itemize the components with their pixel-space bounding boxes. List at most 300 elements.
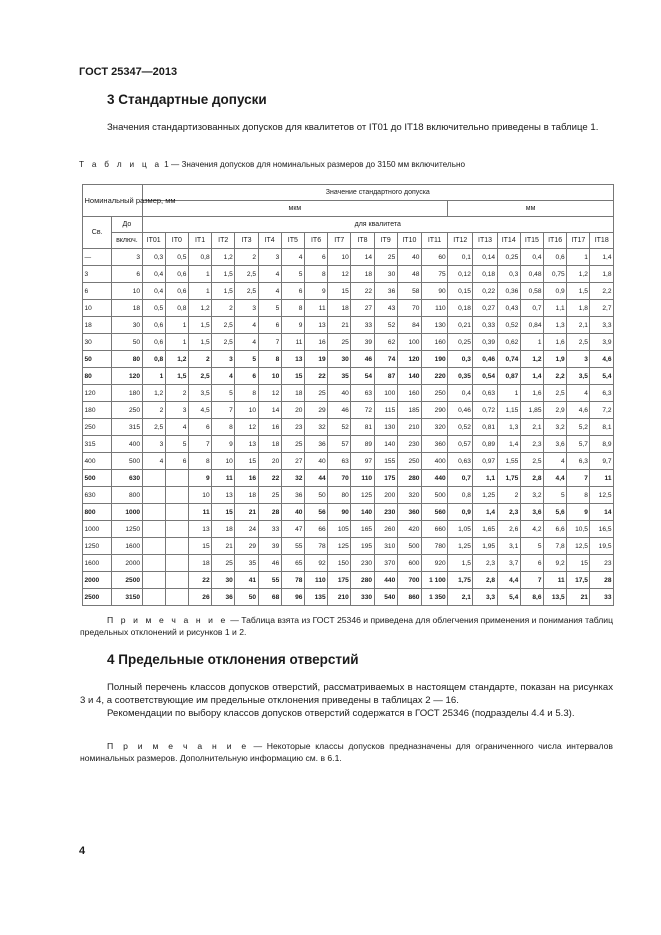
tolerance-cell: 1,4: [520, 368, 543, 385]
tolerance-cell: 0,6: [544, 249, 567, 266]
tolerance-cell: 36: [304, 436, 327, 453]
table-row: [83, 504, 614, 521]
tolerance-cell: 2,3: [473, 555, 497, 572]
tolerance-cell: 3: [258, 249, 281, 266]
tolerance-cell: 9: [188, 470, 211, 487]
tolerance-cell: 11: [212, 470, 235, 487]
size-to-cell: 1000: [112, 504, 142, 521]
tolerance-cell: 7,2: [590, 402, 614, 419]
size-to-cell: 120: [112, 368, 142, 385]
tolerance-cell: [165, 589, 188, 606]
tolerance-cell: 0,46: [473, 351, 497, 368]
tolerance-cell: 7: [212, 402, 235, 419]
tolerance-cell: 1,5: [188, 317, 211, 334]
size-over-cell: 1600: [83, 555, 112, 572]
grade-header-cell: IT8: [351, 233, 374, 249]
tolerance-cell: 6: [281, 283, 304, 300]
tolerance-cell: 89: [351, 436, 374, 453]
tolerance-cell: 0,18: [448, 300, 473, 317]
tolerance-cell: 5,6: [544, 504, 567, 521]
tolerance-cell: 0,72: [473, 402, 497, 419]
tolerance-cell: 8: [188, 453, 211, 470]
tolerance-cell: 28: [590, 572, 614, 589]
tolerance-cell: 54: [351, 368, 374, 385]
tolerance-cell: 25: [304, 385, 327, 402]
tolerance-cell: 4: [281, 249, 304, 266]
tolerance-cell: 135: [304, 589, 327, 606]
tolerance-cell: 78: [304, 538, 327, 555]
tolerance-cell: 195: [351, 538, 374, 555]
tolerance-cell: 18: [235, 487, 258, 504]
tolerance-cell: 0,35: [448, 368, 473, 385]
tolerance-cell: 15: [328, 283, 351, 300]
tolerance-cell: 48: [397, 266, 421, 283]
tolerance-cell: 3,6: [520, 504, 543, 521]
tolerance-cell: 92: [304, 555, 327, 572]
tolerance-cell: 36: [281, 487, 304, 504]
document-header: ГОСТ 25347—2013: [79, 66, 178, 78]
tolerance-cell: 4: [165, 419, 188, 436]
table-row: [83, 351, 614, 368]
tolerance-cell: 13,5: [544, 589, 567, 606]
tolerance-cell: 3,7: [497, 555, 520, 572]
tolerance-cell: 2: [497, 487, 520, 504]
tolerance-cell: 75: [421, 266, 447, 283]
tolerance-cell: 47: [281, 521, 304, 538]
tolerance-cell: 36: [212, 589, 235, 606]
tolerance-cell: 2,7: [590, 300, 614, 317]
tolerance-cell: 60: [421, 249, 447, 266]
note-1-text: — Таблица взята из ГОСТ 25346 и приведена для облегчения применения и понимания таблиц предельных отклонений и рисунков 1 и 2.: [80, 615, 613, 637]
tolerance-cell: 29: [304, 402, 327, 419]
tolerance-cell: 87: [374, 368, 397, 385]
tolerance-cell: [165, 572, 188, 589]
tolerance-cell: 24: [235, 521, 258, 538]
tolerance-cell: 140: [374, 436, 397, 453]
tolerance-cell: 190: [421, 351, 447, 368]
tolerance-cell: 660: [421, 521, 447, 538]
size-over-cell: 10: [83, 300, 112, 317]
tolerance-cell: 320: [421, 419, 447, 436]
paragraph-hole-tolerance-classes: Полный перечень классов допусков отверстий, рассматриваемых в настоящем стандарте, показан на рисунках 3 и 4, а соответствующие им предельные отклонения приведены в таблицах 2 — 16.: [80, 682, 613, 706]
tolerance-cell: 560: [421, 504, 447, 521]
tolerance-cell: 250: [397, 453, 421, 470]
tolerance-cell: 0,3: [448, 351, 473, 368]
tolerance-cell: 1,4: [497, 436, 520, 453]
tolerance-cell: 1,5: [188, 334, 211, 351]
tolerance-cell: 55: [258, 572, 281, 589]
tolerance-cell: 5: [212, 385, 235, 402]
tolerance-cell: 25: [374, 249, 397, 266]
tolerance-cell: 1: [520, 334, 543, 351]
size-over-cell: 2500: [83, 589, 112, 606]
tolerance-cell: 0,8: [165, 300, 188, 317]
tolerance-cell: [142, 538, 165, 555]
tolerance-cell: 1,2: [142, 385, 165, 402]
tolerance-cell: 3: [142, 436, 165, 453]
note-1: [80, 615, 613, 638]
tolerance-cell: 3: [212, 351, 235, 368]
grade-header-cell: IT1: [188, 233, 211, 249]
tolerance-cell: 2: [188, 351, 211, 368]
tolerance-cell: 39: [351, 334, 374, 351]
tolerance-cell: 50: [304, 487, 327, 504]
tolerance-cell: 40: [397, 249, 421, 266]
tolerance-cell: 500: [421, 487, 447, 504]
to-header: До: [112, 217, 142, 233]
tolerance-cell: 500: [397, 538, 421, 555]
table-caption-text: 1 — Значения допусков для номинальных размеров до 3150 мм включительно: [164, 160, 466, 169]
tolerance-cell: 30: [374, 266, 397, 283]
tolerance-cell: 0,6: [165, 266, 188, 283]
table-row: [83, 419, 614, 436]
tolerance-cell: 1,5: [212, 266, 235, 283]
size-over-cell: 400: [83, 453, 112, 470]
tolerance-cell: 40: [281, 504, 304, 521]
tolerance-cell: 1,3: [497, 419, 520, 436]
tolerance-cell: 18: [258, 436, 281, 453]
tolerance-cell: 33: [258, 521, 281, 538]
tolerance-cell: 0,48: [520, 266, 543, 283]
tolerance-cell: 10: [258, 368, 281, 385]
tolerance-cell: 0,62: [497, 334, 520, 351]
tolerance-cell: 1,5: [212, 283, 235, 300]
tolerance-cell: 105: [328, 521, 351, 538]
tolerance-cell: 1,6: [520, 385, 543, 402]
tolerance-cell: 3,1: [497, 538, 520, 555]
tolerance-cell: 400: [421, 453, 447, 470]
tolerance-cell: 84: [397, 317, 421, 334]
tolerance-cell: 125: [328, 538, 351, 555]
grade-header-cell: IT10: [397, 233, 421, 249]
size-over-cell: 120: [83, 385, 112, 402]
tolerance-cell: 5: [165, 436, 188, 453]
tolerance-cell: 0,39: [473, 334, 497, 351]
size-over-cell: 2000: [83, 572, 112, 589]
tolerance-cell: 2,2: [590, 283, 614, 300]
tolerance-cell: 5,2: [567, 419, 590, 436]
tolerance-cell: 440: [421, 470, 447, 487]
size-to-cell: 6: [112, 266, 142, 283]
table-row: [83, 521, 614, 538]
tolerance-cell: 12: [235, 419, 258, 436]
tolerance-cell: 5,4: [590, 368, 614, 385]
tolerance-cell: 290: [421, 402, 447, 419]
size-over-cell: 30: [83, 334, 112, 351]
tolerance-cell: 0,3: [142, 249, 165, 266]
tolerance-cell: [165, 538, 188, 555]
tolerance-cell: 6: [258, 317, 281, 334]
tolerance-cell: 2: [142, 402, 165, 419]
tolerance-cell: 2,2: [544, 368, 567, 385]
tolerance-cell: 5: [544, 487, 567, 504]
tolerance-cell: 0,36: [497, 283, 520, 300]
tolerance-cell: 2,5: [544, 385, 567, 402]
tolerance-cell: 1,6: [544, 334, 567, 351]
tolerance-cell: 130: [374, 419, 397, 436]
size-to-cell: 800: [112, 487, 142, 504]
tolerance-cell: 260: [374, 521, 397, 538]
tolerance-cell: 97: [351, 453, 374, 470]
tolerance-cell: 9,2: [544, 555, 567, 572]
table-row: [83, 266, 614, 283]
tolerance-cell: 2: [235, 249, 258, 266]
tolerance-cell: 8: [567, 487, 590, 504]
tolerance-cell: [165, 470, 188, 487]
tolerance-cell: 0,8: [448, 487, 473, 504]
paragraph-recommendations: Рекомендации по выбору классов допусков отверстий содержатся в ГОСТ 25346 (подразделы 4.4 и 5.3).: [107, 708, 575, 719]
tolerance-cell: 0,52: [448, 419, 473, 436]
tolerance-cell: 3,3: [473, 589, 497, 606]
tolerance-cell: 4,4: [544, 470, 567, 487]
tolerance-cell: 0,46: [448, 402, 473, 419]
tolerance-cell: 16: [304, 334, 327, 351]
grade-header-cell: IT01: [142, 233, 165, 249]
tolerance-cell: 0,5: [142, 300, 165, 317]
table-row: [83, 555, 614, 572]
tolerance-cell: 32: [304, 419, 327, 436]
tolerance-cell: 9: [281, 317, 304, 334]
tolerance-cell: 0,5: [165, 249, 188, 266]
tolerance-cell: 1,1: [544, 300, 567, 317]
tolerance-cell: 16,5: [590, 521, 614, 538]
tolerance-cell: 8,6: [520, 589, 543, 606]
table-row: [83, 453, 614, 470]
tolerance-cell: 125: [351, 487, 374, 504]
table-row: [83, 368, 614, 385]
tolerance-cell: 2,5: [567, 334, 590, 351]
size-to-cell: 630: [112, 470, 142, 487]
tolerance-cell: 0,18: [473, 266, 497, 283]
table-row: [83, 589, 614, 606]
tolerance-cell: 22: [188, 572, 211, 589]
tolerance-cell: 420: [397, 521, 421, 538]
tolerance-cell: 9: [567, 504, 590, 521]
tolerance-cell: 6: [235, 368, 258, 385]
tolerance-cell: 6: [520, 555, 543, 572]
unit-mm-header: мм: [448, 201, 614, 217]
tolerance-cell: 2,6: [497, 521, 520, 538]
tolerance-cell: 55: [281, 538, 304, 555]
tolerance-cell: 1: [497, 385, 520, 402]
size-to-cell: 250: [112, 402, 142, 419]
tolerance-cell: 1,1: [473, 470, 497, 487]
tolerance-cell: 3,2: [520, 487, 543, 504]
tolerance-cell: 6: [188, 419, 211, 436]
tolerance-cell: 4,6: [590, 351, 614, 368]
size-to-cell: 3: [112, 249, 142, 266]
tolerance-cell: 1,75: [497, 470, 520, 487]
size-over-cell: 250: [83, 419, 112, 436]
tolerance-cell: 15: [281, 368, 304, 385]
tolerance-cell: 10: [328, 249, 351, 266]
grade-header-cell: IT5: [281, 233, 304, 249]
tolerance-cell: 8: [235, 385, 258, 402]
tolerance-cell: 1,5: [448, 555, 473, 572]
tolerance-cell: 0,21: [448, 317, 473, 334]
tolerance-cell: 4: [544, 453, 567, 470]
tolerance-cell: 230: [397, 436, 421, 453]
tolerance-cell: 35: [328, 368, 351, 385]
tolerance-cell: 0,14: [473, 249, 497, 266]
tolerance-cell: 12: [258, 385, 281, 402]
grade-header-cell: IT6: [304, 233, 327, 249]
grade-header-cell: IT3: [235, 233, 258, 249]
tolerance-cell: 1,3: [544, 317, 567, 334]
tolerance-cell: 165: [351, 521, 374, 538]
grade-header-cell: IT4: [258, 233, 281, 249]
tolerance-cell: 12,5: [590, 487, 614, 504]
tolerance-cell: 22: [258, 470, 281, 487]
tolerance-cell: 360: [421, 436, 447, 453]
size-to-cell: 400: [112, 436, 142, 453]
tolerance-cell: 11: [590, 470, 614, 487]
size-over-cell: 6: [83, 283, 112, 300]
tolerance-cell: 2,5: [212, 334, 235, 351]
size-over-cell: 630: [83, 487, 112, 504]
tolerance-cell: 8: [304, 266, 327, 283]
tolerance-cell: 210: [397, 419, 421, 436]
tolerance-cell: 1,4: [473, 504, 497, 521]
tolerance-cell: 15: [567, 555, 590, 572]
tolerance-cell: 10,5: [567, 521, 590, 538]
tolerance-cell: 1: [165, 317, 188, 334]
size-over-cell: 18: [83, 317, 112, 334]
tolerance-cell: 540: [374, 589, 397, 606]
page-number: 4: [79, 845, 86, 857]
tolerance-cell: 78: [281, 572, 304, 589]
tolerance-cell: 30: [328, 351, 351, 368]
tolerance-cell: 1,5: [165, 368, 188, 385]
tolerance-cell: 3,9: [590, 334, 614, 351]
tolerance-cell: 1,2: [212, 249, 235, 266]
size-to-cell: 1250: [112, 521, 142, 538]
tolerance-cell: 25: [212, 555, 235, 572]
tolerance-cell: 66: [304, 521, 327, 538]
size-over-cell: 1000: [83, 521, 112, 538]
tolerance-cell: 26: [188, 589, 211, 606]
tolerance-cell: 63: [328, 453, 351, 470]
tolerance-value-header: Значение стандартного допуска: [142, 185, 613, 201]
tolerance-cell: 0,57: [448, 436, 473, 453]
size-over-cell: 1250: [83, 538, 112, 555]
size-over-cell: 180: [83, 402, 112, 419]
tolerance-cell: 7: [188, 436, 211, 453]
tolerance-cell: 3: [165, 402, 188, 419]
tolerance-cell: 7: [520, 572, 543, 589]
tolerance-cell: [165, 521, 188, 538]
tolerance-cell: [165, 555, 188, 572]
tolerance-cell: 18: [351, 266, 374, 283]
section-3-title: 3 Стандартные допуски: [107, 92, 267, 107]
tolerance-cell: 0,52: [497, 317, 520, 334]
tolerance-cell: 1,95: [473, 538, 497, 555]
tolerance-cell: 0,33: [473, 317, 497, 334]
tolerance-cell: 13: [188, 521, 211, 538]
grade-header-cell: IT13: [473, 233, 497, 249]
tolerance-cell: 22: [351, 283, 374, 300]
over-header: Св.: [83, 217, 112, 249]
tolerance-cell: 280: [397, 470, 421, 487]
tolerance-cell: 140: [351, 504, 374, 521]
tolerance-cell: 16: [258, 419, 281, 436]
tolerance-cell: 920: [421, 555, 447, 572]
tolerance-cell: 2,5: [212, 317, 235, 334]
tolerance-cell: 0,12: [448, 266, 473, 283]
tolerance-cell: 2,1: [520, 419, 543, 436]
tolerance-cell: 210: [328, 589, 351, 606]
tolerance-cell: 110: [421, 300, 447, 317]
size-to-cell: 80: [112, 351, 142, 368]
tolerance-cell: 115: [374, 402, 397, 419]
tolerance-cell: 780: [421, 538, 447, 555]
tolerance-cell: 20: [258, 453, 281, 470]
table-row: [83, 402, 614, 419]
tolerance-cell: [165, 504, 188, 521]
tolerance-cell: 0,9: [544, 283, 567, 300]
tolerance-cell: [165, 487, 188, 504]
tolerance-cell: 28: [258, 504, 281, 521]
tolerance-cell: 90: [328, 504, 351, 521]
tolerance-cell: 0,25: [497, 249, 520, 266]
tolerance-cell: 1: [188, 283, 211, 300]
tolerance-cell: 4,5: [188, 402, 211, 419]
size-over-cell: —: [83, 249, 112, 266]
tolerance-cell: 63: [351, 385, 374, 402]
paragraph-standard-tolerances: Значения стандартизованных допусков для квалитетов от IT01 до IT18 включительно приведены в таблице 1.: [107, 122, 599, 133]
tolerance-cell: 200: [374, 487, 397, 504]
tolerance-cell: 140: [397, 368, 421, 385]
tolerance-cell: 2,1: [448, 589, 473, 606]
tolerance-cell: [142, 572, 165, 589]
tolerance-cell: 30: [212, 572, 235, 589]
tolerance-cell: 13: [235, 436, 258, 453]
tolerance-cell: 4: [235, 334, 258, 351]
tolerance-cell: 41: [235, 572, 258, 589]
tolerance-cell: 32: [281, 470, 304, 487]
size-over-cell: 50: [83, 351, 112, 368]
tolerance-cell: 11: [544, 572, 567, 589]
tolerance-cell: 0,75: [544, 266, 567, 283]
size-to-cell: 500: [112, 453, 142, 470]
tolerance-cell: 2,9: [544, 402, 567, 419]
tolerance-cell: 3: [235, 300, 258, 317]
table-row: [83, 334, 614, 351]
tolerance-table: [82, 184, 614, 606]
tolerance-cell: 10: [188, 487, 211, 504]
tolerance-cell: 2,1: [567, 317, 590, 334]
grade-header-cell: IT17: [567, 233, 590, 249]
tolerance-cell: 15: [235, 453, 258, 470]
tolerance-cell: 230: [374, 504, 397, 521]
tolerance-cell: 10: [235, 402, 258, 419]
nominal-size-header: Номинальный размер, мм: [83, 185, 143, 217]
tolerance-cell: 0,4: [142, 283, 165, 300]
tolerance-cell: 0,6: [165, 283, 188, 300]
tolerance-cell: 62: [374, 334, 397, 351]
tolerance-cell: 25: [258, 487, 281, 504]
tolerance-cell: 23: [590, 555, 614, 572]
tolerance-cell: 13: [304, 317, 327, 334]
tolerance-cell: 1,25: [473, 487, 497, 504]
tolerance-cell: 90: [421, 283, 447, 300]
tolerance-cell: 57: [328, 436, 351, 453]
tolerance-cell: 23: [281, 419, 304, 436]
tolerance-cell: 40: [328, 385, 351, 402]
tolerance-cell: 2: [212, 300, 235, 317]
size-to-cell: 1600: [112, 538, 142, 555]
tolerance-cell: 4,6: [567, 402, 590, 419]
